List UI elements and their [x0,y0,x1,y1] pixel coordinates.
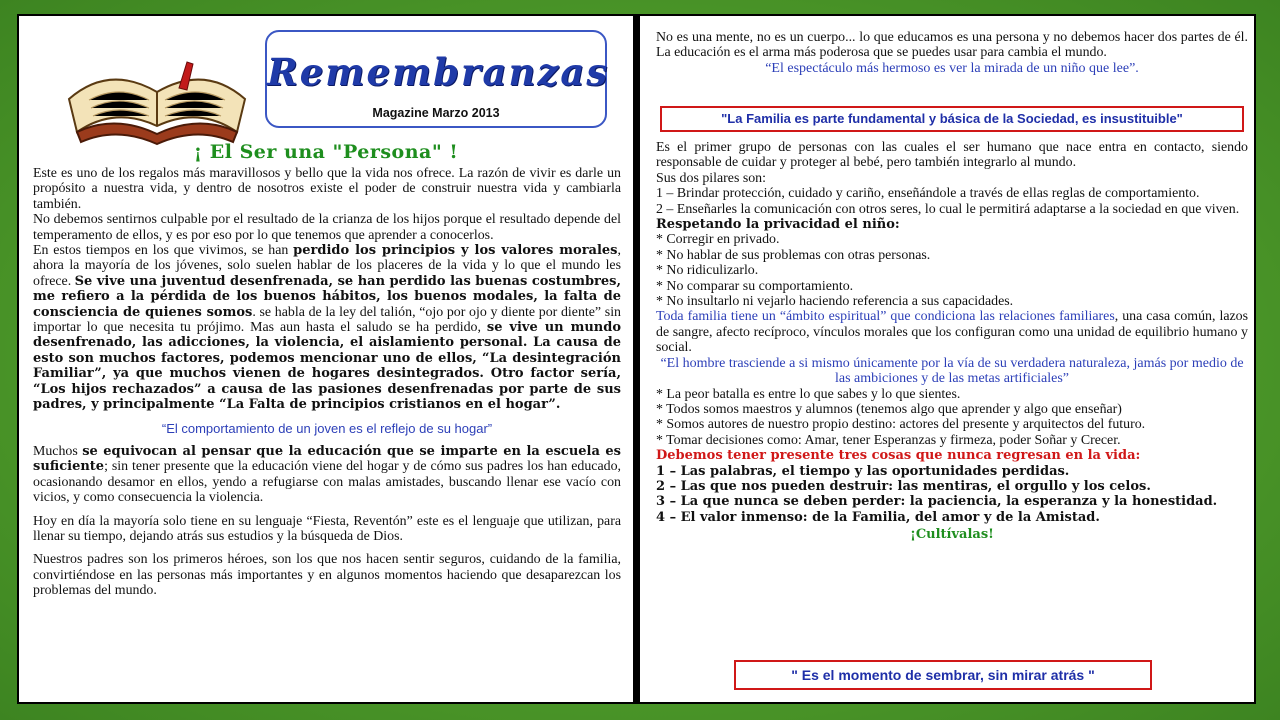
open-book-icon [59,44,255,154]
list-item: * Somos autores de nuestro propio destino: actores del presente y arquitectos del futuro. [656,417,1146,433]
list-item: * Todos somos maestros y alumnos (tenemos algo que aprender y algo que enseñar) [656,401,1122,417]
family-quote-box: "La Familia es parte fundamental y básica de la Sociedad, es insustituible" [660,106,1244,132]
list-item: * No insultarlo ni vejarlo haciendo referencia a sus capacidades. [656,294,1014,310]
pillar-item: 1 – Brindar protección, cuidado y cariño, enseñándole a través de ellas reglas de comportamiento. [656,186,1200,202]
magazine-issue: Magazine Marzo 2013 [372,106,500,120]
magazine-logo [265,30,610,128]
article-title: ¡ El Ser una "Persona" ! [193,141,459,163]
privacy-heading: Respetando la privacidad el niño: [656,217,900,233]
paragraph: Toda familia tiene un “ámbito espiritual” que condiciona las relaciones familiares, una casa común, lazos de sangre, afecto recíproco, vínculos morales que los configuran como una unidad de equilibrio humano y social. [656,309,1249,356]
pillar-item: 2 – Enseñarles la comunicación con otros seres, lo cual le permitirá adaptarse a la sociedad en que viven. [656,201,1240,217]
quote: “El espectáculo más hermoso es ver la mirada de un niño que lee”. [765,60,1139,76]
right-page [638,14,1256,704]
list-item: 3 – La que nunca se deben perder: la paciencia, la esperanza y la honestidad. [656,494,1218,510]
list-item: * No comparar su comportamiento. [656,278,854,294]
list-item: * Corregir en privado. [656,232,780,248]
paragraph: Nuestros padres son los primeros héroes, son los que nos hacen sentir seguros, cuidando de la familia, convirtiéndose en las personas más importantes y en algunos momentos haciendo que desaparezcan los problemas del mundo. [33,552,621,599]
paragraph: Este es uno de los regalos más maravillosos y bello que la vida nos ofrece. La razón de vivir es darle un propósito a nuestra vida, y dentro de nosotros existe el poder de construir nuestra vida y cambiarla también. [33,166,621,212]
left-article-body [33,166,621,599]
list-item: 2 – Las que nos pueden destruir: las mentiras, el orgullo y los celos. [656,478,1151,494]
three-things-heading: Debemos tener presente tres cosas que nunca regresan en la vida: [656,448,1141,464]
left-page [17,14,635,704]
paragraph: Hoy en día la mayoría solo tiene en su lenguaje “Fiesta, Reventón” este es el lenguaje que utilizan, para llenar su tiempo, dejando atrás sus estudios y la búsqueda de Dios. [33,513,621,544]
list-item: * La peor batalla es entre lo que sabes y lo que sientes. [656,386,961,402]
paragraph: No debemos sentirnos culpable por el resultado de la crianza de los hijos porque el resultado depende del temperamento de ellos, y es por eso por lo que tenemos que aprender a conocerlos. [33,212,621,243]
paragraph: Es el primer grupo de personas con las cuales el ser humano que nace entra en contacto, siendo responsable de cuidar y proteger al bebé, pero también integrarlo al mundo. [656,140,1248,171]
list-item: 4 – El valor inmenso: de la Familia, del amor y de la Amistad. [656,509,1100,525]
right-article-body [656,140,1248,543]
closing-quote-box: " Es el momento de sembrar, sin mirar atrás " [734,660,1152,690]
list-item: 1 – Las palabras, el tiempo y las oportunidades perdidas. [656,463,1070,479]
list-item: * No hablar de sus problemas con otras personas. [656,247,931,263]
magazine-title: Remembranzas [267,50,610,94]
list-item: * No ridiculizarlo. [656,263,759,279]
list-item: * Tomar decisiones como: Amar, tener Esperanzas y firmeza, poder Soñar y Crecer. [656,432,1121,448]
right-intro [656,30,1248,76]
paragraph: Muchos se equivocan al pensar que la educación que se imparte en la escuela es suficiente; sin tener presente que la educación viene del hogar y de cómo sus padres los han educado, ocasionando desamor en ellos, yendo a refugiarse con malas amistades, buscando llenar ese vacío con vicios, y como consecuencia la violencia. [33,443,621,506]
pillars-heading: Sus dos pilares son: [656,170,766,186]
quote: “El comportamiento de un joven es el reflejo de su hogar” [161,420,493,436]
paragraph: En estos tiempos en los que vivimos, se han perdido los principios y los valores morales, ahora la mayoría de los jóvenes, solo suelen hablar de los placeres de la vida y lo que el mundo les ofrece. Se vive una juventud desenfrenada, se han perdido las buenas costumbres, me refiero a la pérdida de los buenos hábitos, los buenos modales, la falta de consciencia de quienes somos. se habla de la ley del talión, “ojo por ojo y diente por diente” sin importar lo que necesita tu prójimo. Mas aun hasta el saludo se ha perdido, se vive un mundo desenfrenado, las adicciones, la violencia, el aislamiento personal. La causa de esto son muchos factores, podemos mencionar uno de ellos, “La desintegración Familiar”, ya que muchos vienen de hogares desintegrados. Otro factor sería, “Los hijos rechazados” a causa de las pasiones desenfrenadas por parte de sus padres, y principalmente “La Falta de principios cristianos en el hogar”. [33,243,622,413]
quote: “El hombre trasciende a si mismo únicamente por la vía de su verdadera naturaleza, jamás por medio de las ambiciones y de las metas artificiales” [660,355,1244,387]
paragraph: No es una mente, no es un cuerpo... lo que educamos es una persona y no debemos hacer dos partes de él. La educación es el arma más poderosa que se puedes usar para cambia el mundo. [656,30,1248,61]
cultivalas-label: ¡Cultívalas! [910,527,994,543]
